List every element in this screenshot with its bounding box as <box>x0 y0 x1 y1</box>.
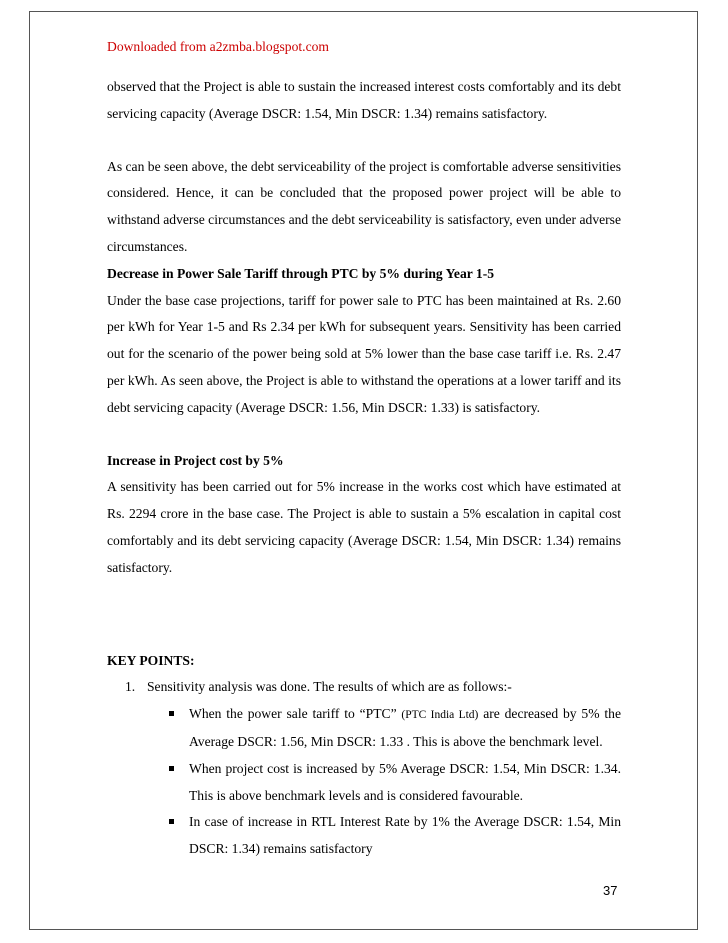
list-item <box>107 674 621 863</box>
key-points-heading: KEY POINTS: <box>107 652 195 668</box>
page-number: 37 <box>603 883 618 898</box>
source-watermark-text: Downloaded from a2zmba.blogspot.com <box>107 39 329 54</box>
section-heading-tariff: Decrease in Power Sale Tariff through PTC by 5% during Year 1-5 <box>107 265 495 281</box>
list-item: When project cost is increased by 5% Average DSCR: 1.54, Min DSCR: 1.34. This is above benchmark levels and is considered favourable. <box>125 756 621 810</box>
paragraph-project-cost-sensitivity: A sensitivity has been carried out for 5% increase in the works cost which have estimated at Rs. 2294 crore in the base case. The Project is able to sustain a 5% escalation in capital cost comfortably and its debt servicing capacity (Average DSCR: 1.54, Min DSCR: 1.34) remains satisfactory. <box>107 479 621 575</box>
square-bullet-icon <box>169 819 174 824</box>
square-bullet-icon <box>169 766 174 771</box>
section-heading-project-cost: Increase in Project cost by 5% <box>107 452 284 468</box>
key-points-list <box>107 674 621 863</box>
paragraph-debt-serviceability: As can be seen above, the debt serviceability of the project is comfortable adverse sensitivities considered. Hence, it can be concluded that the proposed power project will be able to withstand adverse circumstances and the debt serviceability is satisfactory, even under adverse circumstances. <box>107 158 621 254</box>
paragraph-tariff-sensitivity: Under the base case projections, tariff for power sale to PTC has been maintained at Rs. 2.60 per kWh for Year 1-5 and Rs 2.34 per kWh for subsequent years. Sensitivity has been carried out for the scenario of the power being sold at 5% lower than the base case tariff i.e. Rs. 2.47 per kWh. As seen above, the Project is able to withstand the operations at a lower tariff and its debt servicing capacity (Average DSCR: 1.56, Min DSCR: 1.33) is satisfactory. <box>107 292 621 415</box>
list-item-text: Sensitivity analysis was done. The results of which are as follows:- <box>147 679 512 695</box>
sub-bullet-list <box>125 701 621 863</box>
list-item: When the power sale tariff to “PTC” (PTC India Ltd) are decreased by 5% the Average DSCR: 1.56, Min DSCR: 1.33 . This is above the benchmark level. <box>125 701 621 756</box>
list-item: In case of increase in RTL Interest Rate by 1% the Average DSCR: 1.54, Min DSCR: 1.34) remains satisfactory <box>125 809 621 863</box>
list-item-number: 1. <box>125 679 136 695</box>
square-bullet-icon <box>169 711 174 716</box>
paragraph-dscr-summary: observed that the Project is able to sustain the increased interest costs comfortably and its debt servicing capacity (Average DSCR: 1.54, Min DSCR: 1.34) remains satisfactory. <box>107 79 621 121</box>
document-body <box>107 34 621 863</box>
